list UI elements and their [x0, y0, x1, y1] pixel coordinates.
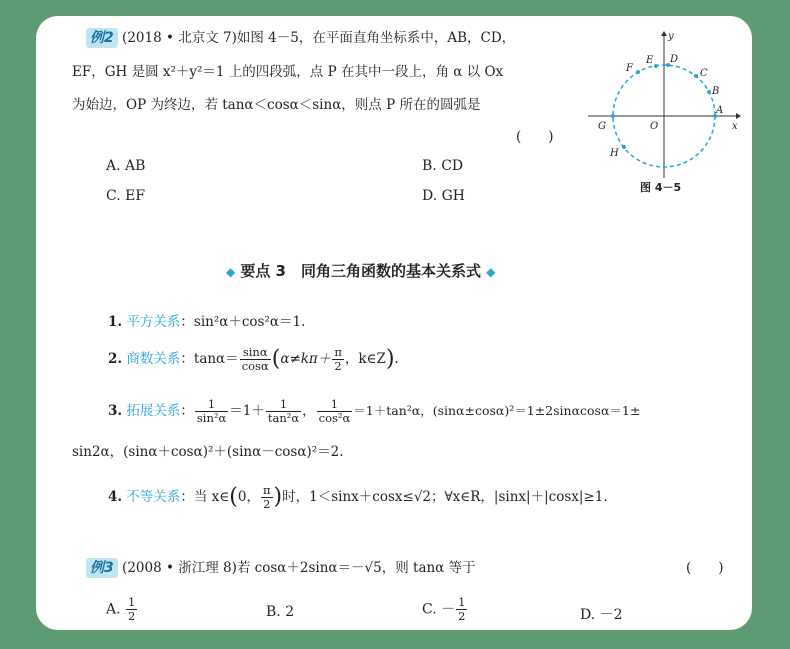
item-1-body: ：sin²α＋cos²α＝1.: [180, 314, 306, 330]
item-3-frac-3: $\frac{1}{\text{cos²α}}$: [318, 397, 351, 425]
option-d: D. GH: [422, 188, 466, 204]
unit-circle-figure: [584, 30, 744, 180]
label-e: E: [646, 55, 654, 66]
y-axis-arrow: [661, 31, 667, 36]
example-2-text-1: (2018 • 北京文 7)如图 4－5，在平面直角坐标系中，AB，CD，: [122, 30, 516, 46]
example-2-line-3: 为始边，OP 为终边，若 tanα＜cosα＜sinα，则点 P 所在的圆弧是: [72, 97, 481, 113]
label-c: C: [700, 68, 708, 79]
diamond-left-icon: ◆: [226, 265, 236, 279]
item-4-name: 不等关系: [126, 489, 181, 505]
point-b: [707, 90, 711, 94]
ex3-option-c: C. － $\frac{1}{2}$: [422, 595, 466, 623]
page-card: [36, 16, 752, 630]
item-1-number: 1.: [108, 314, 123, 330]
example-2-tag: 例2: [86, 28, 118, 48]
point-h: [622, 145, 626, 149]
example-2-line-1: [86, 28, 515, 48]
label-o: O: [650, 121, 659, 132]
point-f: [636, 70, 640, 74]
example-3-line: [86, 558, 476, 578]
example-3-text: (2008 • 浙江理 8)若 cosα＋2sinα＝－√5，则 tanα 等于: [122, 560, 476, 576]
x-axis-arrow: [736, 113, 741, 119]
item-4-body: 时，1＜sinx＋cosx≤√2；∀x∈R，|sinx|＋|cosx|≥1.: [282, 489, 608, 505]
item-2-fraction: $\frac{\sin\alpha}{\cos\alpha}$: [241, 345, 269, 373]
ex3-option-b: B. 2: [266, 604, 295, 620]
diamond-right-icon: ◆: [486, 265, 496, 279]
option-c: C. EF: [106, 188, 146, 204]
label-x: x: [732, 121, 738, 132]
label-g: G: [598, 121, 606, 132]
figure-caption: 图 4－5: [640, 181, 682, 194]
item-2-number: 2.: [108, 351, 123, 367]
answer-bracket-2: ( ): [516, 129, 554, 145]
item-3-frac-2: $\frac{1}{\text{tan²α}}$: [267, 397, 300, 425]
label-a: A: [716, 105, 724, 116]
item-2-cond: α≠kπ＋: [280, 351, 332, 367]
item-1-name: 平方关系: [126, 314, 181, 330]
item-2-pre: ：tanα＝: [180, 351, 239, 367]
item-4-number: 4.: [108, 489, 123, 505]
item-3-line-2: sin2α，(sinα＋cosα)²＋(sinα－cosα)²＝2.: [72, 444, 344, 460]
item-3-number: 3.: [108, 403, 123, 419]
ex3-option-d: D. －2: [580, 607, 623, 623]
label-y: y: [668, 31, 674, 42]
point-g: [611, 114, 615, 118]
item-2: 2. 商数关系：tanα＝ $\frac{\sin\alpha}{\cos\alpha}$ (α≠kπ＋ $\frac{\pi}{2}$ ，k∈Z).: [108, 345, 399, 373]
example-3-tag: 例3: [86, 558, 118, 578]
item-3-name: 拓展关系: [126, 403, 181, 419]
item-4-pi-half: $\frac{\pi}{2}$: [262, 483, 271, 511]
label-b: B: [712, 86, 720, 97]
answer-bracket-3: ( ): [686, 560, 724, 576]
ex3-option-a: A. $\frac{1}{2}$: [106, 595, 136, 623]
item-3: 3. 拓展关系： $\frac{1}{\text{sin²α}}$ ＝1＋ $\frac{1}{\text{tan²α}}$ ， $\frac{1}{\text{cos²α}}$ ＝1＋tan²α，(sinα±cosα)²＝1±2sinαcosα＝1±: [108, 397, 641, 425]
label-f: F: [626, 63, 633, 74]
section-title: 要点 3 同角三角函数的基本关系式: [240, 262, 481, 280]
option-a: A. AB: [106, 158, 146, 174]
point-e: [654, 64, 658, 68]
item-2-pi-half: $\frac{\pi}{2}$: [334, 345, 342, 373]
item-1: [108, 312, 305, 332]
item-3-rest: ＝1＋tan²α，(sinα±cosα)²＝1±2sinαcosα＝1±: [353, 403, 641, 418]
item-2-name: 商数关系: [126, 351, 181, 367]
section-title-row: [226, 260, 495, 281]
label-d: D: [670, 54, 679, 65]
label-h: H: [610, 148, 619, 159]
item-3-frac-1: $\frac{1}{\text{sin²α}}$: [196, 397, 227, 425]
item-4: 4. 不等关系：当 x∈(0， $\frac{\pi}{2}$ )时，1＜sinx＋cosx≤√2；∀x∈R，|sinx|＋|cosx|≥1.: [108, 483, 608, 511]
example-2-line-2: EF，GH 是圆 x²＋y²＝1 上的四段弧，点 P 在其中一段上，角 α 以 Ox: [72, 64, 504, 80]
point-c: [694, 74, 698, 78]
option-b: B. CD: [422, 158, 464, 174]
